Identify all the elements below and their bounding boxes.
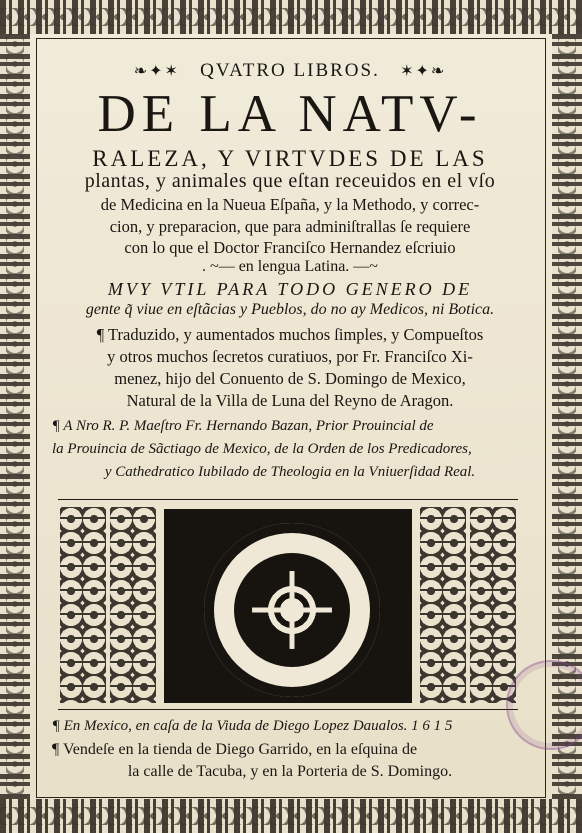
fleuron-right-icon: ✶✦❧: [400, 63, 447, 80]
description-line: con lo que el Doctor Franciſco Hernandez eſcriuio: [124, 238, 456, 257]
dedication-line: la Prouincia de Sãctiago de Mexico, de la Orden de los Predicadores,: [52, 441, 472, 457]
language-line: . ~— en lengua Latina. —~: [202, 258, 378, 275]
bottom-ornamental-border: [0, 799, 582, 833]
woodcut-panel: [58, 495, 518, 715]
left-ornamental-border: [0, 34, 30, 799]
translator-line: Natural de la Villa de Luna del Reyno de Aragon.: [126, 391, 454, 410]
emblem-oval: [200, 519, 384, 701]
title-continuation: RALEZA, Y VIRTVDES DE LAS: [92, 146, 488, 171]
right-floral-column-icon: [470, 507, 516, 703]
description-line: cion, y preparacion, que para adminiſtrallas ſe requiere: [109, 217, 471, 236]
cross-fleury-icon: [234, 553, 350, 667]
dedication-line: ¶ A Nro R. P. Maeſtro Fr. Hernando Bazan, Prior Prouincial de: [52, 418, 434, 434]
description-line: plantas, y animales que eſtan receuidos en el vſo: [84, 170, 496, 192]
top-rule: [58, 499, 518, 500]
translator-line: menez, hijo del Conuento de S. Domingo de Mexico,: [114, 369, 466, 388]
translator-line: ¶ Traduzido, y aumentados muchos ſimples, y Compueſtos: [96, 325, 484, 344]
printer-emblem: [164, 509, 412, 703]
utility-heading: MVY VTIL PARA TODO GENERO DE: [107, 279, 473, 299]
imprint-line: la calle de Tacuba, y en la Porteria de S. Domingo.: [127, 763, 453, 780]
fleuron-left-icon: ❧✦✶: [133, 63, 180, 80]
left-floral-column-icon: [60, 507, 106, 703]
bottom-rule: [58, 709, 518, 710]
utility-line: gente q̃ viue en eſtãcias y Pueblos, do no ay Medicos, ni Botica.: [85, 301, 495, 318]
main-title: DE LA NATV-: [97, 85, 483, 143]
translator-line: y otros muchos ſecretos curatiuos, por Fr. Franciſco Xi-: [107, 347, 473, 366]
heading-text: QVATRO LIBROS.: [200, 60, 380, 81]
right-floral-column-icon: [420, 507, 466, 703]
dedication-line: y Cathedratico Iubilado de Theologia en la Vniuerſidad Real.: [104, 464, 476, 480]
left-floral-column-icon: [110, 507, 156, 703]
book-heading: [40, 60, 540, 82]
imprint-line: ¶ En Mexico, en caſa de la Viuda de Diego Lopez Daualos. 1 6 1 5: [52, 718, 453, 734]
description-line: de Medicina en la Nueua Eſpaña, y la Methodo, y correc-: [100, 195, 480, 214]
imprint-line: ¶ Vendeſe en la tienda de Diego Garrido, en la eſquina de: [52, 741, 418, 758]
top-ornamental-border: [0, 0, 582, 34]
